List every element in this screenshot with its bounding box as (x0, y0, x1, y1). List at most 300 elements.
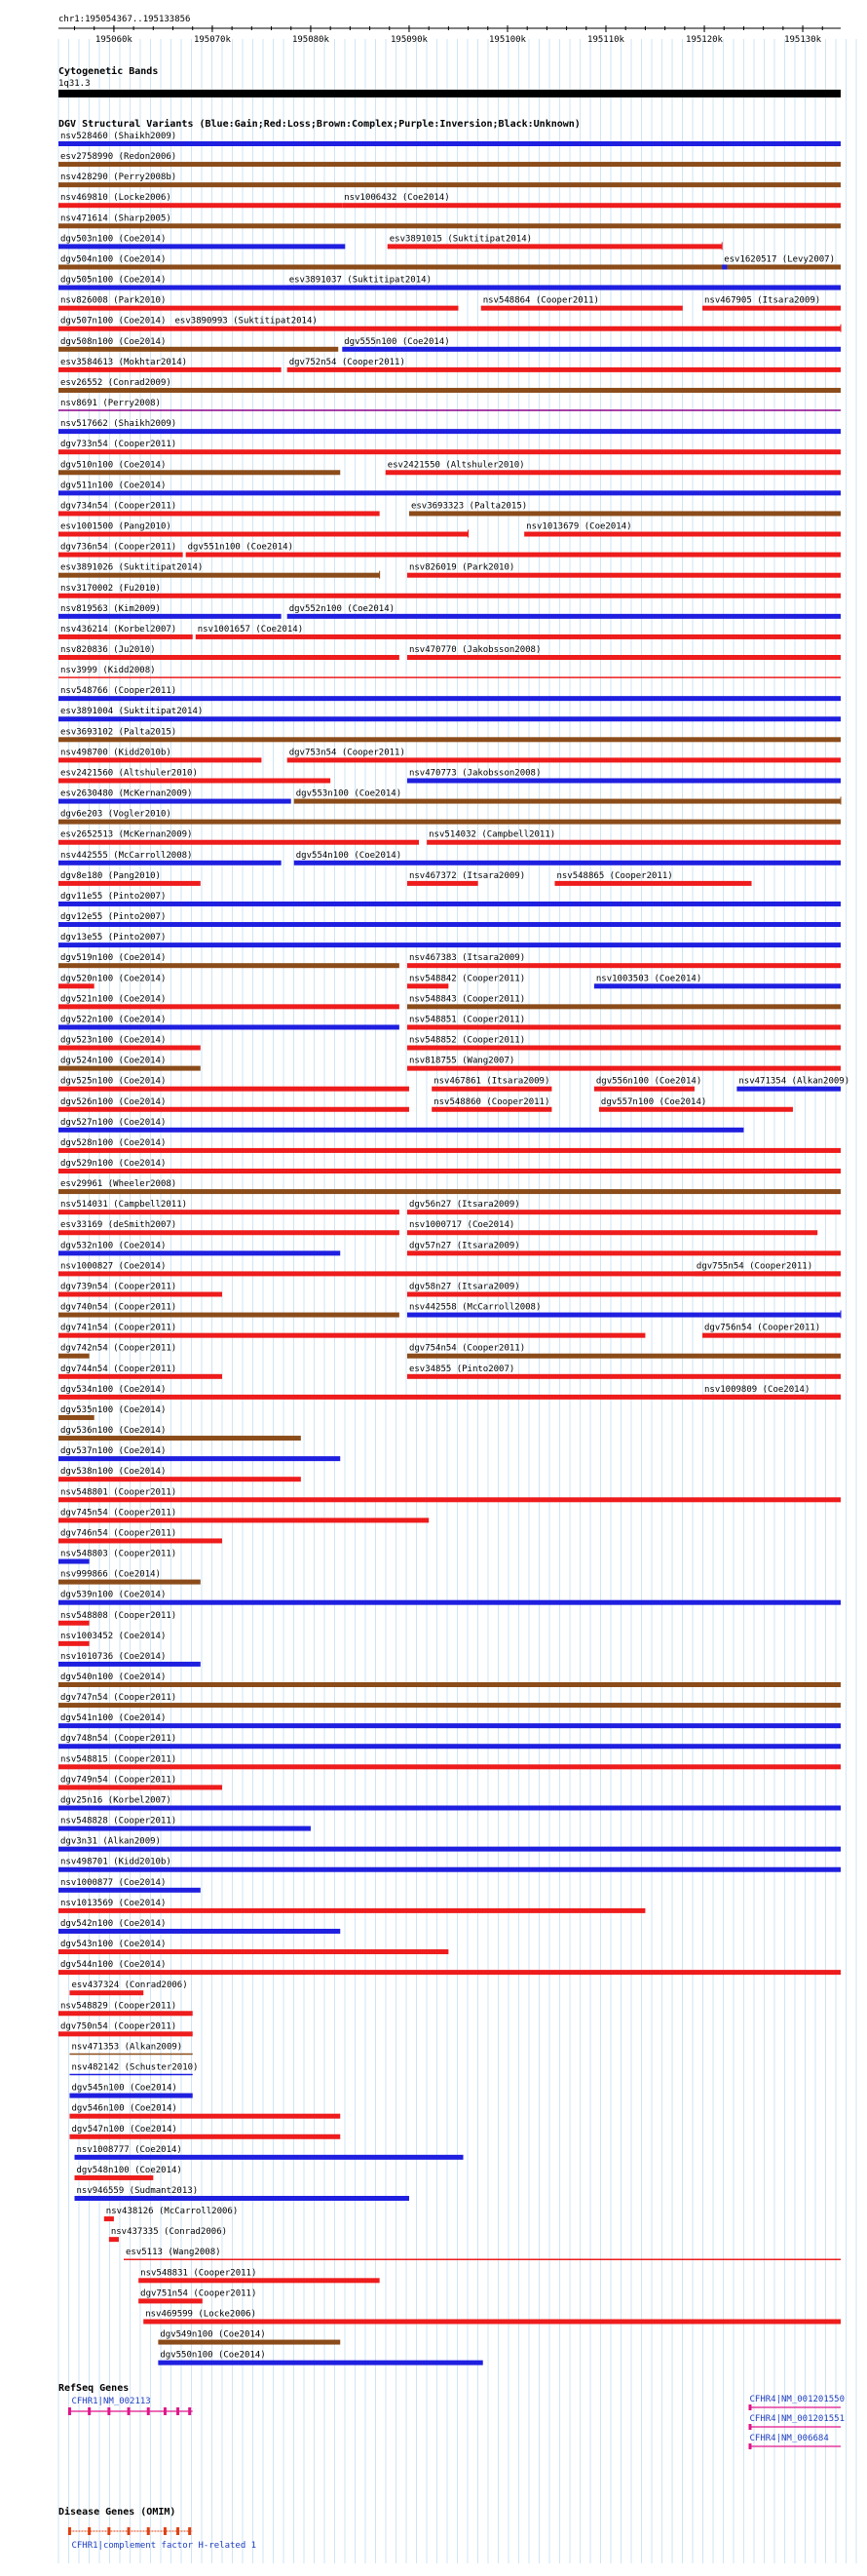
gene-exon (188, 2407, 191, 2415)
sv-bar[interactable] (524, 532, 841, 537)
sv-bar[interactable] (58, 532, 469, 537)
sv-label: nsv1010736 (Coe2014) (60, 1651, 167, 1662)
sv-label: nsv826008 (Park2010) (60, 295, 167, 306)
sv-bar[interactable] (58, 1949, 448, 1954)
sv-label: nsv498701 (Kidd2010b) (60, 1857, 171, 1867)
sv-label: dgv753n54 (Cooper2011) (288, 748, 405, 758)
gene-exon (128, 2407, 131, 2415)
sv-bar[interactable] (58, 881, 201, 886)
sv-bar[interactable] (58, 1046, 201, 1051)
sv-label: dgv526n100 (Coe2014) (60, 1096, 167, 1107)
sv-bar[interactable] (294, 861, 841, 865)
sv-label: nsv471353 (Alkan2009) (71, 2042, 183, 2053)
sv-label: dgv548n100 (Coe2014) (76, 2165, 182, 2175)
refseq-title: RefSeq Genes (58, 2383, 130, 2394)
sv-label: nsv548815 (Cooper2011) (60, 1754, 177, 1765)
sv-bar[interactable] (58, 942, 841, 947)
sv-bar[interactable] (69, 2134, 340, 2139)
sv-bar[interactable] (58, 1189, 841, 1194)
sv-bar[interactable] (554, 881, 751, 886)
sv-label: dgv543n100 (Coe2014) (60, 1940, 167, 1950)
sv-label: dgv745n54 (Cooper2011) (60, 1508, 177, 1519)
sv-bar[interactable] (407, 963, 841, 968)
sv-bar[interactable] (58, 1538, 222, 1543)
sv-label: dgv741n54 (Cooper2011) (60, 1323, 177, 1333)
sv-bar[interactable] (58, 1641, 90, 1646)
sv-bar[interactable] (287, 367, 841, 372)
omim-disease-genes-track[interactable] (68, 2527, 256, 2551)
sv-bar[interactable] (342, 347, 841, 352)
sv-label: nsv482142 (Schuster2010) (71, 2062, 199, 2073)
omim-gene-exon (128, 2527, 131, 2535)
sv-bar[interactable] (58, 347, 338, 352)
sv-label: nsv467861 (Itsara2009) (434, 1076, 550, 1087)
sv-label: dgv755n54 (Cooper2011) (696, 1261, 813, 1272)
sv-label: dgv733n54 (Cooper2011) (60, 440, 177, 450)
sv-bar[interactable] (58, 1313, 399, 1318)
sv-label: nsv548842 (Cooper2011) (408, 974, 526, 984)
sv-bar[interactable] (702, 1395, 841, 1400)
sv-bar[interactable] (58, 1291, 222, 1296)
sv-bar[interactable] (702, 306, 841, 311)
sv-label: esv2421560 (Altshuler2010) (60, 768, 198, 779)
sv-label: dgv554n100 (Coe2014) (295, 850, 402, 861)
background-grid (58, 39, 856, 2563)
sv-bar[interactable] (58, 1970, 841, 1975)
sv-bar[interactable] (58, 614, 282, 619)
sv-label: nsv470773 (Jakobsson2008) (408, 768, 542, 779)
omim-gene-exon (188, 2527, 191, 2535)
sv-bar[interactable] (58, 922, 841, 927)
sv-label: dgv739n54 (Cooper2011) (60, 1282, 177, 1292)
sv-label: esv2652513 (McKernan2009) (60, 829, 193, 840)
sv-bar[interactable] (58, 840, 419, 845)
sv-bar[interactable] (58, 1169, 841, 1173)
sv-bar[interactable] (58, 1148, 841, 1153)
sv-label: dgv756n54 (Cooper2011) (704, 1323, 821, 1333)
sv-label: nsv548864 (Cooper2011) (482, 295, 599, 306)
sv-label: dgv524n100 (Coe2014) (60, 1056, 167, 1066)
sv-label: esv3693102 (Palta2015) (60, 727, 177, 738)
sv-bar[interactable] (388, 244, 722, 249)
sv-label: nsv498700 (Kidd2010b) (60, 748, 171, 758)
sv-label: nsv548860 (Cooper2011) (434, 1096, 550, 1107)
sv-label: nsv1000877 (Coe2014) (60, 1877, 167, 1888)
sv-label: dgv522n100 (Coe2014) (60, 1015, 167, 1025)
sv-label: esv2421550 (Altshuler2010) (387, 460, 525, 471)
sv-bar[interactable] (58, 1744, 841, 1749)
sv-label: dgv551n100 (Coe2014) (187, 542, 294, 553)
sv-bar[interactable] (109, 2237, 119, 2242)
sv-label: dgv13e55 (Pinto2007) (60, 933, 167, 943)
ruler-tick-label: 195090k (390, 35, 428, 45)
sv-bar[interactable] (407, 1046, 841, 1051)
sv-bar[interactable] (58, 553, 183, 557)
sv-bar[interactable] (69, 1990, 143, 1995)
sv-bar[interactable] (58, 429, 841, 434)
cytoband-title: Cytogenetic Bands (58, 66, 159, 77)
sv-label: dgv535n100 (Coe2014) (60, 1404, 167, 1415)
sv-bar[interactable] (58, 1703, 841, 1708)
sv-label: dgv740n54 (Cooper2011) (60, 1302, 177, 1313)
sv-label: dgv744n54 (Cooper2011) (60, 1364, 177, 1374)
sv-bar[interactable] (407, 655, 841, 660)
sv-label: esv437324 (Conrad2006) (71, 1980, 188, 1991)
sv-label: nsv1006432 (Coe2014) (344, 193, 450, 204)
sv-bar[interactable] (409, 511, 841, 516)
ruler-tick-label: 195080k (291, 35, 329, 45)
sv-bar[interactable] (407, 778, 841, 783)
sv-label: dgv550n100 (Coe2014) (160, 2350, 266, 2361)
sv-bar[interactable] (294, 799, 841, 804)
sv-label: dgv541n100 (Coe2014) (60, 1713, 167, 1724)
sv-bar[interactable] (158, 2361, 482, 2365)
sv-label: dgv528n100 (Coe2014) (60, 1137, 167, 1148)
sv-bar[interactable] (58, 1600, 841, 1605)
ruler-tick-label: 195130k (784, 35, 822, 45)
sv-bar[interactable] (58, 902, 841, 906)
sv-label: esv3584613 (Mokhtar2014) (60, 357, 188, 367)
sv-bar[interactable] (58, 1518, 429, 1522)
ruler-tick-label: 195060k (94, 35, 132, 45)
sv-bar[interactable] (407, 1374, 841, 1379)
sv-label: nsv1001657 (Coe2014) (197, 624, 304, 634)
ruler-tick-label: 195120k (686, 35, 723, 45)
omim-title: Disease Genes (OMIM) (58, 2507, 176, 2518)
sv-bar[interactable] (138, 2298, 203, 2303)
sv-bar[interactable] (58, 367, 282, 372)
sv-bar[interactable] (58, 1354, 90, 1359)
sv-bar[interactable] (104, 2216, 114, 2221)
refseq-genes-track[interactable] (68, 2395, 845, 2449)
sv-label: dgv750n54 (Cooper2011) (60, 2021, 177, 2032)
sv-bar[interactable] (58, 594, 841, 598)
sv-bar[interactable] (74, 2175, 153, 2180)
sv-label: esv33169 (deSmith2007) (60, 1220, 177, 1231)
sv-bar[interactable] (58, 1066, 201, 1071)
sv-bar[interactable] (58, 1415, 94, 1420)
sv-bar[interactable] (58, 716, 841, 721)
sv-bar[interactable] (695, 1271, 841, 1276)
sv-label: nsv471614 (Sharp2005) (60, 213, 171, 224)
sv-label: esv3891004 (Suktitipat2014) (60, 707, 204, 717)
sv-label: nsv470770 (Jakobsson2008) (408, 645, 542, 655)
sv-label: dgv523n100 (Coe2014) (60, 1035, 167, 1046)
cytoband-bar[interactable] (58, 90, 841, 97)
sv-bar[interactable] (58, 778, 330, 783)
sv-label: dgv553n100 (Coe2014) (295, 788, 402, 799)
sv-bar[interactable] (407, 1313, 841, 1318)
sv-label: dgv556n100 (Coe2014) (595, 1076, 702, 1087)
sv-bar[interactable] (407, 1250, 841, 1255)
sv-bar[interactable] (432, 1107, 551, 1112)
sv-bar[interactable] (58, 1888, 201, 1893)
ruler-tick-label: 195070k (193, 35, 231, 45)
sv-label: esv1001500 (Pang2010) (60, 521, 171, 532)
omim-gene-label: CFHR1|complement factor H-related 1 (71, 2541, 257, 2551)
sv-label: dgv25n16 (Korbel2007) (60, 1795, 171, 1806)
sv-bar[interactable] (432, 1087, 551, 1092)
gene-exon (748, 2404, 751, 2410)
sv-bar[interactable] (58, 1621, 90, 1626)
sv-label: nsv1003452 (Coe2014) (60, 1631, 167, 1641)
dgv-structural-variants-track[interactable] (58, 132, 849, 2365)
sv-label: dgv539n100 (Coe2014) (60, 1590, 167, 1600)
sv-label: esv34855 (Pinto2007) (408, 1364, 515, 1374)
sv-bar[interactable] (58, 757, 261, 762)
sv-label: nsv1013679 (Coe2014) (526, 521, 632, 532)
sv-label: nsv548766 (Cooper2011) (60, 686, 177, 697)
sv-label: nsv548852 (Cooper2011) (408, 1035, 526, 1046)
sv-bar[interactable] (58, 1250, 340, 1255)
sv-label: dgv520n100 (Coe2014) (60, 974, 167, 984)
sv-bar[interactable] (58, 1723, 841, 1728)
sv-label: nsv548851 (Cooper2011) (408, 1015, 526, 1025)
sv-label: nsv514031 (Campbell2011) (60, 1200, 188, 1211)
sv-label: dgv56n27 (Itsara2009) (408, 1200, 520, 1211)
sv-label: dgv507n100 (Coe2014) (60, 316, 167, 327)
sv-bar[interactable] (407, 1291, 841, 1296)
sv-bar[interactable] (407, 1210, 841, 1214)
sv-bar[interactable] (58, 1436, 301, 1441)
sv-bar[interactable] (407, 1024, 841, 1029)
sv-bar[interactable] (138, 2278, 379, 2283)
omim-gene-exon (88, 2527, 91, 2535)
sv-label: esv1620517 (Levy2007) (724, 254, 836, 265)
sv-label: nsv1003503 (Coe2014) (595, 974, 702, 984)
gene-exon (88, 2407, 91, 2415)
sv-bar[interactable] (69, 2094, 192, 2098)
sv-bar[interactable] (58, 820, 841, 825)
sv-label: nsv528460 (Shaikh2009) (60, 132, 177, 141)
gene-label: CFHR4|NM_001201550 (749, 2395, 846, 2404)
sv-bar[interactable] (594, 1087, 695, 1092)
sv-bar[interactable] (58, 737, 841, 742)
sv-bar[interactable] (58, 655, 399, 660)
sv-label: dgv540n100 (Coe2014) (60, 1672, 167, 1682)
sv-label: dgv511n100 (Coe2014) (60, 481, 167, 491)
sv-bar[interactable] (58, 1559, 90, 1564)
sv-bar[interactable] (58, 2011, 193, 2016)
sv-label: nsv8691 (Perry2008) (60, 399, 161, 409)
sv-bar[interactable] (58, 1662, 201, 1667)
sv-label: dgv11e55 (Pinto2007) (60, 891, 167, 902)
sv-bar[interactable] (58, 1929, 340, 1934)
sv-bar[interactable] (58, 1580, 201, 1585)
omim-gene-exon (147, 2527, 150, 2535)
sv-label: nsv436214 (Korbel2007) (60, 624, 177, 634)
sv-bar[interactable] (58, 983, 94, 988)
sv-label: dgv527n100 (Coe2014) (60, 1117, 167, 1128)
sv-bar[interactable] (594, 983, 841, 988)
omim-gene-exon (164, 2527, 167, 2535)
sv-bar[interactable] (58, 162, 841, 167)
sv-bar[interactable] (58, 799, 291, 804)
sv-label: esv26552 (Conrad2009) (60, 377, 171, 388)
sv-bar[interactable] (69, 2114, 340, 2119)
sv-label: nsv517662 (Shaikh2009) (60, 419, 177, 430)
sv-bar[interactable] (58, 696, 841, 701)
sv-bar[interactable] (58, 141, 841, 146)
sv-label: esv2630480 (McKernan2009) (60, 788, 193, 799)
sv-label: dgv542n100 (Coe2014) (60, 1918, 167, 1929)
sv-label: nsv999866 (Coe2014) (60, 1569, 161, 1580)
sv-bar[interactable] (58, 1087, 409, 1092)
sv-label: dgv546n100 (Coe2014) (71, 2103, 177, 2114)
sv-label: esv29961 (Wheeler2008) (60, 1179, 177, 1190)
sv-bar[interactable] (173, 327, 841, 331)
sv-bar[interactable] (58, 1107, 409, 1112)
sv-bar[interactable] (58, 573, 380, 578)
sv-bar[interactable] (599, 1107, 793, 1112)
sv-label: nsv469810 (Locke2006) (60, 193, 171, 204)
sv-bar[interactable] (386, 470, 841, 475)
sv-bar[interactable] (58, 182, 841, 187)
sv-bar[interactable] (58, 1333, 645, 1338)
sv-bar[interactable] (58, 1847, 841, 1852)
sv-bar[interactable] (58, 327, 173, 331)
sv-label: dgv544n100 (Coe2014) (60, 1960, 167, 1971)
sv-bar[interactable] (407, 1230, 817, 1235)
sv-label: dgv751n54 (Cooper2011) (140, 2288, 257, 2299)
sv-bar[interactable] (58, 861, 282, 865)
sv-label: dgv752n54 (Cooper2011) (288, 357, 405, 367)
gene-label: CFHR1|NM_002113 (71, 2397, 151, 2406)
sv-label: dgv736n54 (Cooper2011) (60, 542, 177, 553)
sv-bar[interactable] (143, 2319, 841, 2324)
gene-exon (68, 2407, 71, 2415)
sv-bar[interactable] (58, 1764, 841, 1769)
region-label: chr1:195054367..195133856 (58, 15, 191, 24)
sv-label: nsv467905 (Itsara2009) (704, 295, 821, 306)
sv-label: dgv521n100 (Coe2014) (60, 994, 167, 1005)
gene-exon (748, 2424, 751, 2430)
sv-bar[interactable] (427, 840, 841, 845)
sv-label: nsv428290 (Perry2008b) (60, 173, 177, 183)
sv-label: dgv503n100 (Coe2014) (60, 234, 167, 245)
sv-bar[interactable] (186, 553, 841, 557)
sv-bar[interactable] (58, 2031, 193, 2036)
sv-bar[interactable] (58, 1682, 841, 1687)
sv-label: nsv437335 (Conrad2006) (110, 2227, 228, 2238)
ruler-tick-label: 195100k (489, 35, 526, 45)
sv-label: dgv754n54 (Cooper2011) (408, 1343, 526, 1354)
sv-bar[interactable] (58, 490, 841, 495)
sv-bar[interactable] (58, 388, 841, 393)
sv-bar[interactable] (58, 963, 399, 968)
sv-label: nsv826019 (Park2010) (408, 562, 515, 573)
sv-label: dgv549n100 (Coe2014) (160, 2329, 266, 2340)
sv-label: esv5113 (Wang2008) (126, 2248, 221, 2258)
sv-bar[interactable] (58, 1128, 743, 1133)
gene-exon (748, 2443, 751, 2449)
sv-bar[interactable] (58, 244, 345, 249)
sv-bar[interactable] (58, 1867, 841, 1872)
sv-label: dgv538n100 (Coe2014) (60, 1467, 167, 1478)
sv-label: nsv819563 (Kim2009) (60, 603, 161, 614)
sv-bar[interactable] (58, 203, 342, 208)
sv-label: nsv467383 (Itsara2009) (408, 953, 526, 964)
sv-label: nsv442558 (McCarroll2008) (408, 1302, 542, 1313)
sv-bar[interactable] (58, 634, 193, 639)
sv-bar[interactable] (407, 573, 841, 578)
sv-label: dgv742n54 (Cooper2011) (60, 1343, 177, 1354)
sv-bar[interactable] (287, 757, 841, 762)
sv-bar[interactable] (58, 1805, 841, 1810)
sv-label: dgv747n54 (Cooper2011) (60, 1693, 177, 1704)
sv-bar[interactable] (58, 1374, 222, 1379)
gene-exon (147, 2407, 150, 2415)
sv-bar[interactable] (287, 286, 841, 290)
sv-bar[interactable] (407, 983, 448, 988)
omim-gene-exon (107, 2527, 110, 2535)
sv-label: nsv1008777 (Coe2014) (76, 2144, 182, 2155)
sv-label: dgv552n100 (Coe2014) (288, 603, 396, 614)
sv-bar[interactable] (481, 306, 683, 311)
sv-bar[interactable] (58, 1456, 340, 1461)
sv-label: nsv548865 (Cooper2011) (556, 870, 673, 881)
sv-bar[interactable] (58, 1826, 311, 1831)
sv-label: nsv471354 (Alkan2009) (738, 1076, 850, 1087)
sv-bar[interactable] (58, 449, 841, 454)
sv-bar[interactable] (74, 2196, 408, 2201)
sv-bar[interactable] (58, 1230, 399, 1235)
sv-bar[interactable] (342, 203, 841, 208)
sv-label: dgv510n100 (Coe2014) (60, 460, 167, 471)
sv-label: dgv557n100 (Coe2014) (600, 1096, 707, 1107)
sv-bar[interactable] (58, 306, 458, 311)
sv-bar[interactable] (196, 634, 841, 639)
sv-bar[interactable] (58, 1477, 301, 1481)
sv-label: nsv1000827 (Coe2014) (60, 1261, 167, 1272)
sv-bar[interactable] (58, 511, 380, 516)
sv-label: nsv1009809 (Coe2014) (704, 1384, 810, 1395)
sv-bar[interactable] (407, 1066, 841, 1071)
sv-label: dgv734n54 (Cooper2011) (60, 501, 177, 512)
sv-label: dgv545n100 (Coe2014) (71, 2083, 177, 2094)
sv-bar[interactable] (58, 1497, 841, 1502)
sv-bar[interactable] (58, 1785, 222, 1789)
sv-label: nsv820836 (Ju2010) (60, 645, 156, 655)
sv-bar[interactable] (702, 1333, 841, 1338)
sv-label: dgv58n27 (Itsara2009) (408, 1282, 520, 1292)
sv-bar[interactable] (407, 1354, 841, 1359)
sv-label: nsv548831 (Cooper2011) (140, 2268, 257, 2279)
sv-bar[interactable] (722, 264, 727, 269)
sv-bar[interactable] (58, 1024, 399, 1029)
sv-label: dgv536n100 (Coe2014) (60, 1426, 167, 1437)
omim-gene-exon (176, 2527, 179, 2535)
sv-bar[interactable] (58, 1210, 399, 1214)
sv-label: dgv749n54 (Cooper2011) (60, 1775, 177, 1786)
sv-bar[interactable] (287, 614, 841, 619)
sv-bar[interactable] (58, 470, 340, 475)
sv-bar[interactable] (407, 881, 478, 886)
sv-bar[interactable] (58, 223, 841, 228)
sv-bar[interactable] (736, 1087, 841, 1092)
sv-bar[interactable] (407, 1004, 841, 1009)
sv-label: dgv525n100 (Coe2014) (60, 1076, 167, 1087)
sv-bar[interactable] (58, 1908, 645, 1913)
sv-label: dgv504n100 (Coe2014) (60, 254, 167, 265)
sv-bar[interactable] (74, 2155, 463, 2160)
sv-label: dgv547n100 (Coe2014) (71, 2124, 177, 2134)
sv-label: nsv1000717 (Coe2014) (408, 1220, 515, 1231)
sv-bar[interactable] (58, 1004, 399, 1009)
sv-label: dgv519n100 (Coe2014) (60, 953, 167, 964)
sv-label: dgv746n54 (Cooper2011) (60, 1528, 177, 1539)
sv-bar[interactable] (158, 2340, 340, 2345)
